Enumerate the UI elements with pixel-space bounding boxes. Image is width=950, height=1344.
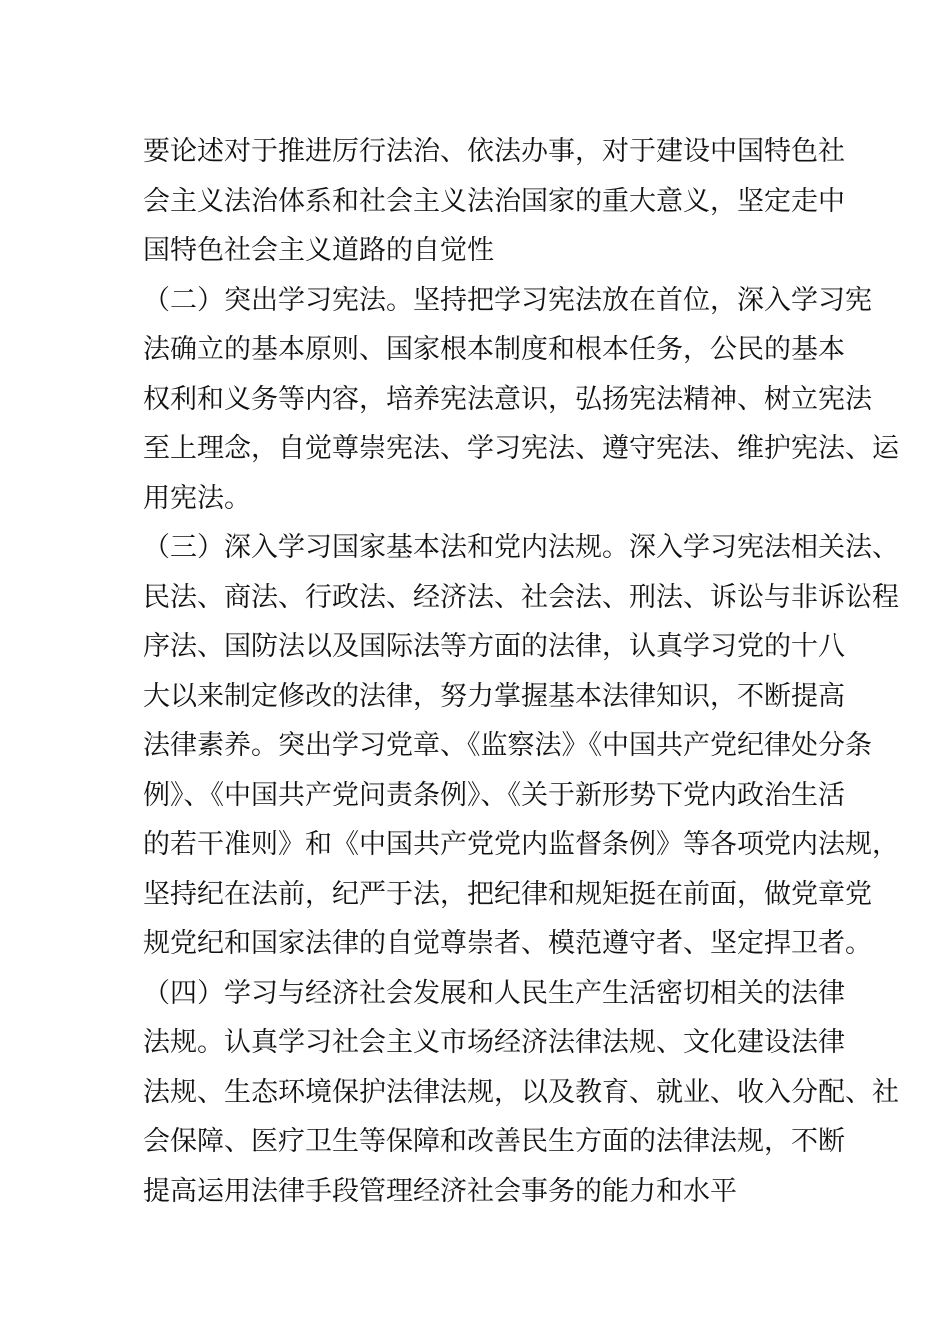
- text-line: 会保障、医疗卫生等保障和改善民生方面的法律法规，不断: [143, 1126, 845, 1157]
- paragraph-economic-laws: [143, 969, 899, 1217]
- document-body: [143, 127, 899, 1216]
- paragraph-significance: [143, 127, 845, 276]
- text-line: 会主义法治体系和社会主义法治国家的重大意义，坚定走中: [143, 185, 845, 217]
- text-line: 规党纪和国家法律的自觉尊崇者、模范遵守者、坚定捍卫者。: [143, 928, 872, 959]
- text-line: （二）突出学习宪法。坚持把学习宪法放在首位，深入学习宪: [143, 284, 872, 316]
- text-line: 例》、《中国共产党问责条例》、《关于新形势下党内政治生活: [143, 779, 845, 811]
- paragraph-constitution: [143, 276, 899, 524]
- text-line: 要论述对于推进厉行法治、依法办事，对于建设中国特色社: [143, 136, 845, 167]
- text-line: 法规、生态环境保护法律法规，以及教育、就业、收入分配、社: [143, 1076, 899, 1108]
- text-line: 提高运用法律手段管理经济社会事务的能力和水平: [143, 1175, 737, 1207]
- paragraph-basic-laws: [143, 523, 899, 969]
- text-line: 至上理念，自觉尊崇宪法、学习宪法、遵守宪法、维护宪法、运: [143, 433, 899, 464]
- text-line: 序法、国防法以及国际法等方面的法律，认真学习党的十八: [143, 631, 845, 662]
- text-line: 民法、商法、行政法、经济法、社会法、刑法、诉讼与非诉讼程: [143, 581, 899, 613]
- text-line: 国特色社会主义道路的自觉性: [143, 235, 494, 266]
- text-line: 大以来制定修改的法律，努力掌握基本法律知识，不断提高: [143, 680, 845, 712]
- text-line: 的若干准则》和《中国共产党党内监督条例》等各项党内法规，: [143, 829, 899, 860]
- text-line: 法确立的基本原则、国家根本制度和根本任务，公民的基本: [143, 334, 845, 365]
- text-line: 用宪法。: [143, 482, 251, 514]
- text-line: （三）深入学习国家基本法和党内法规。深入学习宪法相关法、: [143, 532, 899, 563]
- text-line: 法规。认真学习社会主义市场经济法律法规、文化建设法律: [143, 1027, 845, 1058]
- text-line: 坚持纪在法前，纪严于法，把纪律和规矩挺在前面，做党章党: [143, 878, 872, 910]
- text-line: （四）学习与经济社会发展和人民生产生活密切相关的法律: [143, 977, 845, 1009]
- text-line: 法律素养。突出学习党章、《监察法》《中国共产党纪律处分条: [143, 730, 872, 761]
- text-line: 权利和义务等内容，培养宪法意识，弘扬宪法精神、树立宪法: [143, 383, 872, 415]
